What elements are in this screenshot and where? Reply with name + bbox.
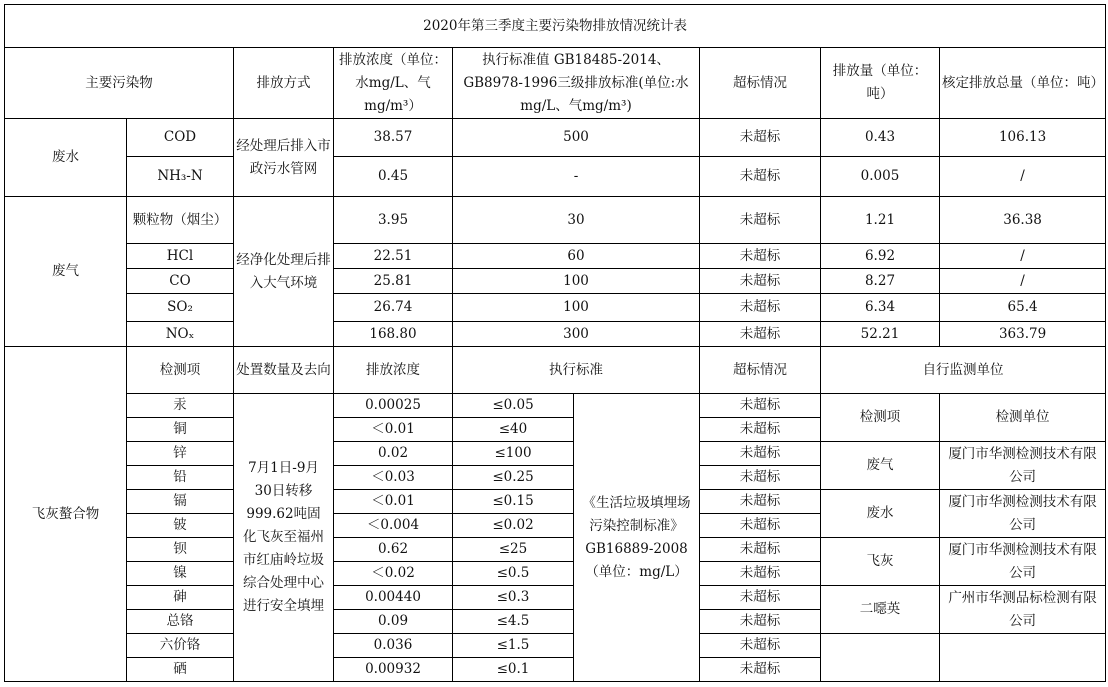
wastewater-method: 经处理后排入市政污水管网 <box>234 119 334 197</box>
header-exceed: 超标情况 <box>700 48 821 119</box>
exceed-status: 未超标 <box>700 394 821 418</box>
total-value: 36.38 <box>940 197 1106 244</box>
amount-value: 0.005 <box>821 157 940 197</box>
concentration-value: ＜0.02 <box>334 562 453 586</box>
header-total: 核定排放总量（单位：吨） <box>940 48 1106 119</box>
test-item: 铅 <box>127 466 234 490</box>
limit-value: ≤0.5 <box>453 562 574 586</box>
monitor-item: 二噁英 <box>821 586 940 634</box>
concentration-value: 0.45 <box>334 157 453 197</box>
table-row <box>5 442 1106 466</box>
limit-value: ≤0.3 <box>453 586 574 610</box>
pollutant-item: SO₂ <box>127 294 234 322</box>
concentration-value: 26.74 <box>334 294 453 322</box>
amount-value: 6.34 <box>821 294 940 322</box>
limit-value: ≤100 <box>453 442 574 466</box>
limit-value: ≤4.5 <box>453 610 574 634</box>
pollutant-item: NH₃-N <box>127 157 234 197</box>
exceed-status: 未超标 <box>700 418 821 442</box>
monitor-item: 废水 <box>821 490 940 538</box>
exceed-status: 未超标 <box>700 244 821 269</box>
header-monitor-unit: 自行监测单位 <box>821 347 1106 394</box>
total-value: 363.79 <box>940 322 1106 347</box>
test-item: 钡 <box>127 538 234 562</box>
test-item: 铜 <box>127 418 234 442</box>
standard-value: - <box>453 157 700 197</box>
header-standard: 执行标准 <box>453 347 700 394</box>
standard-value: 100 <box>453 294 700 322</box>
concentration-value: ＜0.03 <box>334 466 453 490</box>
test-item: 铍 <box>127 514 234 538</box>
table-row <box>5 294 1106 322</box>
limit-value: ≤0.15 <box>453 490 574 514</box>
monitor-unit: 厦门市华测检测技术有限公司 <box>940 538 1106 586</box>
exceed-status: 未超标 <box>700 514 821 538</box>
header-item: 检测项 <box>127 347 234 394</box>
concentration-value: 0.62 <box>334 538 453 562</box>
concentration-value: ＜0.01 <box>334 418 453 442</box>
test-item: 镍 <box>127 562 234 586</box>
total-value: / <box>940 157 1106 197</box>
header-disposal: 处置数量及去向 <box>234 347 334 394</box>
table-row <box>5 490 1106 514</box>
standard-value: 60 <box>453 244 700 269</box>
table-title: 2020年第三季度主要污染物排放情况统计表 <box>5 5 1106 48</box>
exceed-status: 未超标 <box>700 466 821 490</box>
standard-value: 500 <box>453 119 700 157</box>
concentration-value: 38.57 <box>334 119 453 157</box>
exceed-status: 未超标 <box>700 197 821 244</box>
limit-value: ≤0.1 <box>453 658 574 682</box>
test-item: 砷 <box>127 586 234 610</box>
amount-value: 52.21 <box>821 322 940 347</box>
exceed-status: 未超标 <box>700 294 821 322</box>
test-item: 汞 <box>127 394 234 418</box>
test-item: 硒 <box>127 658 234 682</box>
limit-value: ≤25 <box>453 538 574 562</box>
pollutant-item: NOₓ <box>127 322 234 347</box>
exceed-status: 未超标 <box>700 658 821 682</box>
table-row <box>5 157 1106 197</box>
monitor-item: 废气 <box>821 442 940 490</box>
emission-statistics-table <box>4 4 1106 682</box>
exceed-status: 未超标 <box>700 322 821 347</box>
concentration-value: 25.81 <box>334 269 453 294</box>
standard-value: 30 <box>453 197 700 244</box>
exceed-status: 未超标 <box>700 562 821 586</box>
fly-ash-header-row <box>5 347 1106 394</box>
exceed-status: 未超标 <box>700 157 821 197</box>
pollutant-item: HCl <box>127 244 234 269</box>
limit-value: ≤0.25 <box>453 466 574 490</box>
header-pollutant: 主要污染物 <box>5 48 234 119</box>
test-item: 镉 <box>127 490 234 514</box>
table-row <box>5 269 1106 294</box>
test-item: 六价铬 <box>127 634 234 658</box>
exceed-status: 未超标 <box>700 610 821 634</box>
concentration-value: 22.51 <box>334 244 453 269</box>
table-row <box>5 197 1106 244</box>
test-item: 锌 <box>127 442 234 466</box>
monitor-unit: 厦门市华测检测技术有限公司 <box>940 490 1106 538</box>
limit-value: ≤0.02 <box>453 514 574 538</box>
header-exceed: 超标情况 <box>700 347 821 394</box>
concentration-value: ＜0.01 <box>334 490 453 514</box>
exceed-status: 未超标 <box>700 538 821 562</box>
concentration-value: 0.02 <box>334 442 453 466</box>
standard-value: 300 <box>453 322 700 347</box>
category-waste-gas: 废气 <box>5 197 127 347</box>
concentration-value: 0.00932 <box>334 658 453 682</box>
exceed-status: 未超标 <box>700 490 821 514</box>
empty-cell <box>821 634 940 682</box>
monitor-unit: 厦门市华测检测技术有限公司 <box>940 442 1106 490</box>
pollutant-item: COD <box>127 119 234 157</box>
concentration-value: 0.00440 <box>334 586 453 610</box>
waste-gas-method: 经净化处理后排入大气环境 <box>234 197 334 347</box>
monitor-unit-header: 检测单位 <box>940 394 1106 442</box>
concentration-value: 0.09 <box>334 610 453 634</box>
monitor-item: 飞灰 <box>821 538 940 586</box>
amount-value: 0.43 <box>821 119 940 157</box>
concentration-value: ＜0.004 <box>334 514 453 538</box>
exceed-status: 未超标 <box>700 269 821 294</box>
category-wastewater: 废水 <box>5 119 127 197</box>
table-row <box>5 244 1106 269</box>
table-row <box>5 586 1106 610</box>
amount-value: 8.27 <box>821 269 940 294</box>
limit-value: ≤0.05 <box>453 394 574 418</box>
limit-value: ≤1.5 <box>453 634 574 658</box>
table-row <box>5 634 1106 658</box>
table-row <box>5 119 1106 157</box>
concentration-value: 0.036 <box>334 634 453 658</box>
table-row <box>5 394 1106 418</box>
total-value: / <box>940 269 1106 294</box>
empty-cell <box>940 634 1106 682</box>
category-fly-ash: 飞灰螯合物 <box>5 347 127 682</box>
header-concentration: 排放浓度 <box>334 347 453 394</box>
standard-name: 《生活垃圾填埋场污染控制标准》GB16889-2008（单位：mg/L） <box>574 394 700 682</box>
total-value: 106.13 <box>940 119 1106 157</box>
limit-value: ≤40 <box>453 418 574 442</box>
header-standard: 执行标准值 GB18485-2014、GB8978-1996三级排放标准(单位:水mg/L、气mg/m³) <box>453 48 700 119</box>
total-value: 65.4 <box>940 294 1106 322</box>
standard-value: 100 <box>453 269 700 294</box>
total-value: / <box>940 244 1106 269</box>
table-row <box>5 538 1106 562</box>
disposal-description: 7月1日-9月30日转移999.62吨固化飞灰至福州市红庙岭垃圾综合处理中心进行安全填埋 <box>234 394 334 682</box>
concentration-value: 0.00025 <box>334 394 453 418</box>
test-item: 总铬 <box>127 610 234 634</box>
exceed-status: 未超标 <box>700 634 821 658</box>
monitor-unit: 广州市华测品标检测有限公司 <box>940 586 1106 634</box>
exceed-status: 未超标 <box>700 586 821 610</box>
amount-value: 1.21 <box>821 197 940 244</box>
exceed-status: 未超标 <box>700 442 821 466</box>
pollutant-item: CO <box>127 269 234 294</box>
pollutant-item: 颗粒物（烟尘） <box>127 197 234 244</box>
concentration-value: 168.80 <box>334 322 453 347</box>
table-row <box>5 322 1106 347</box>
monitor-item-header: 检测项 <box>821 394 940 442</box>
header-method: 排放方式 <box>234 48 334 119</box>
amount-value: 6.92 <box>821 244 940 269</box>
exceed-status: 未超标 <box>700 119 821 157</box>
header-concentration: 排放浓度（单位：水mg/L、气mg/m³） <box>334 48 453 119</box>
concentration-value: 3.95 <box>334 197 453 244</box>
header-amount: 排放量（单位：吨） <box>821 48 940 119</box>
